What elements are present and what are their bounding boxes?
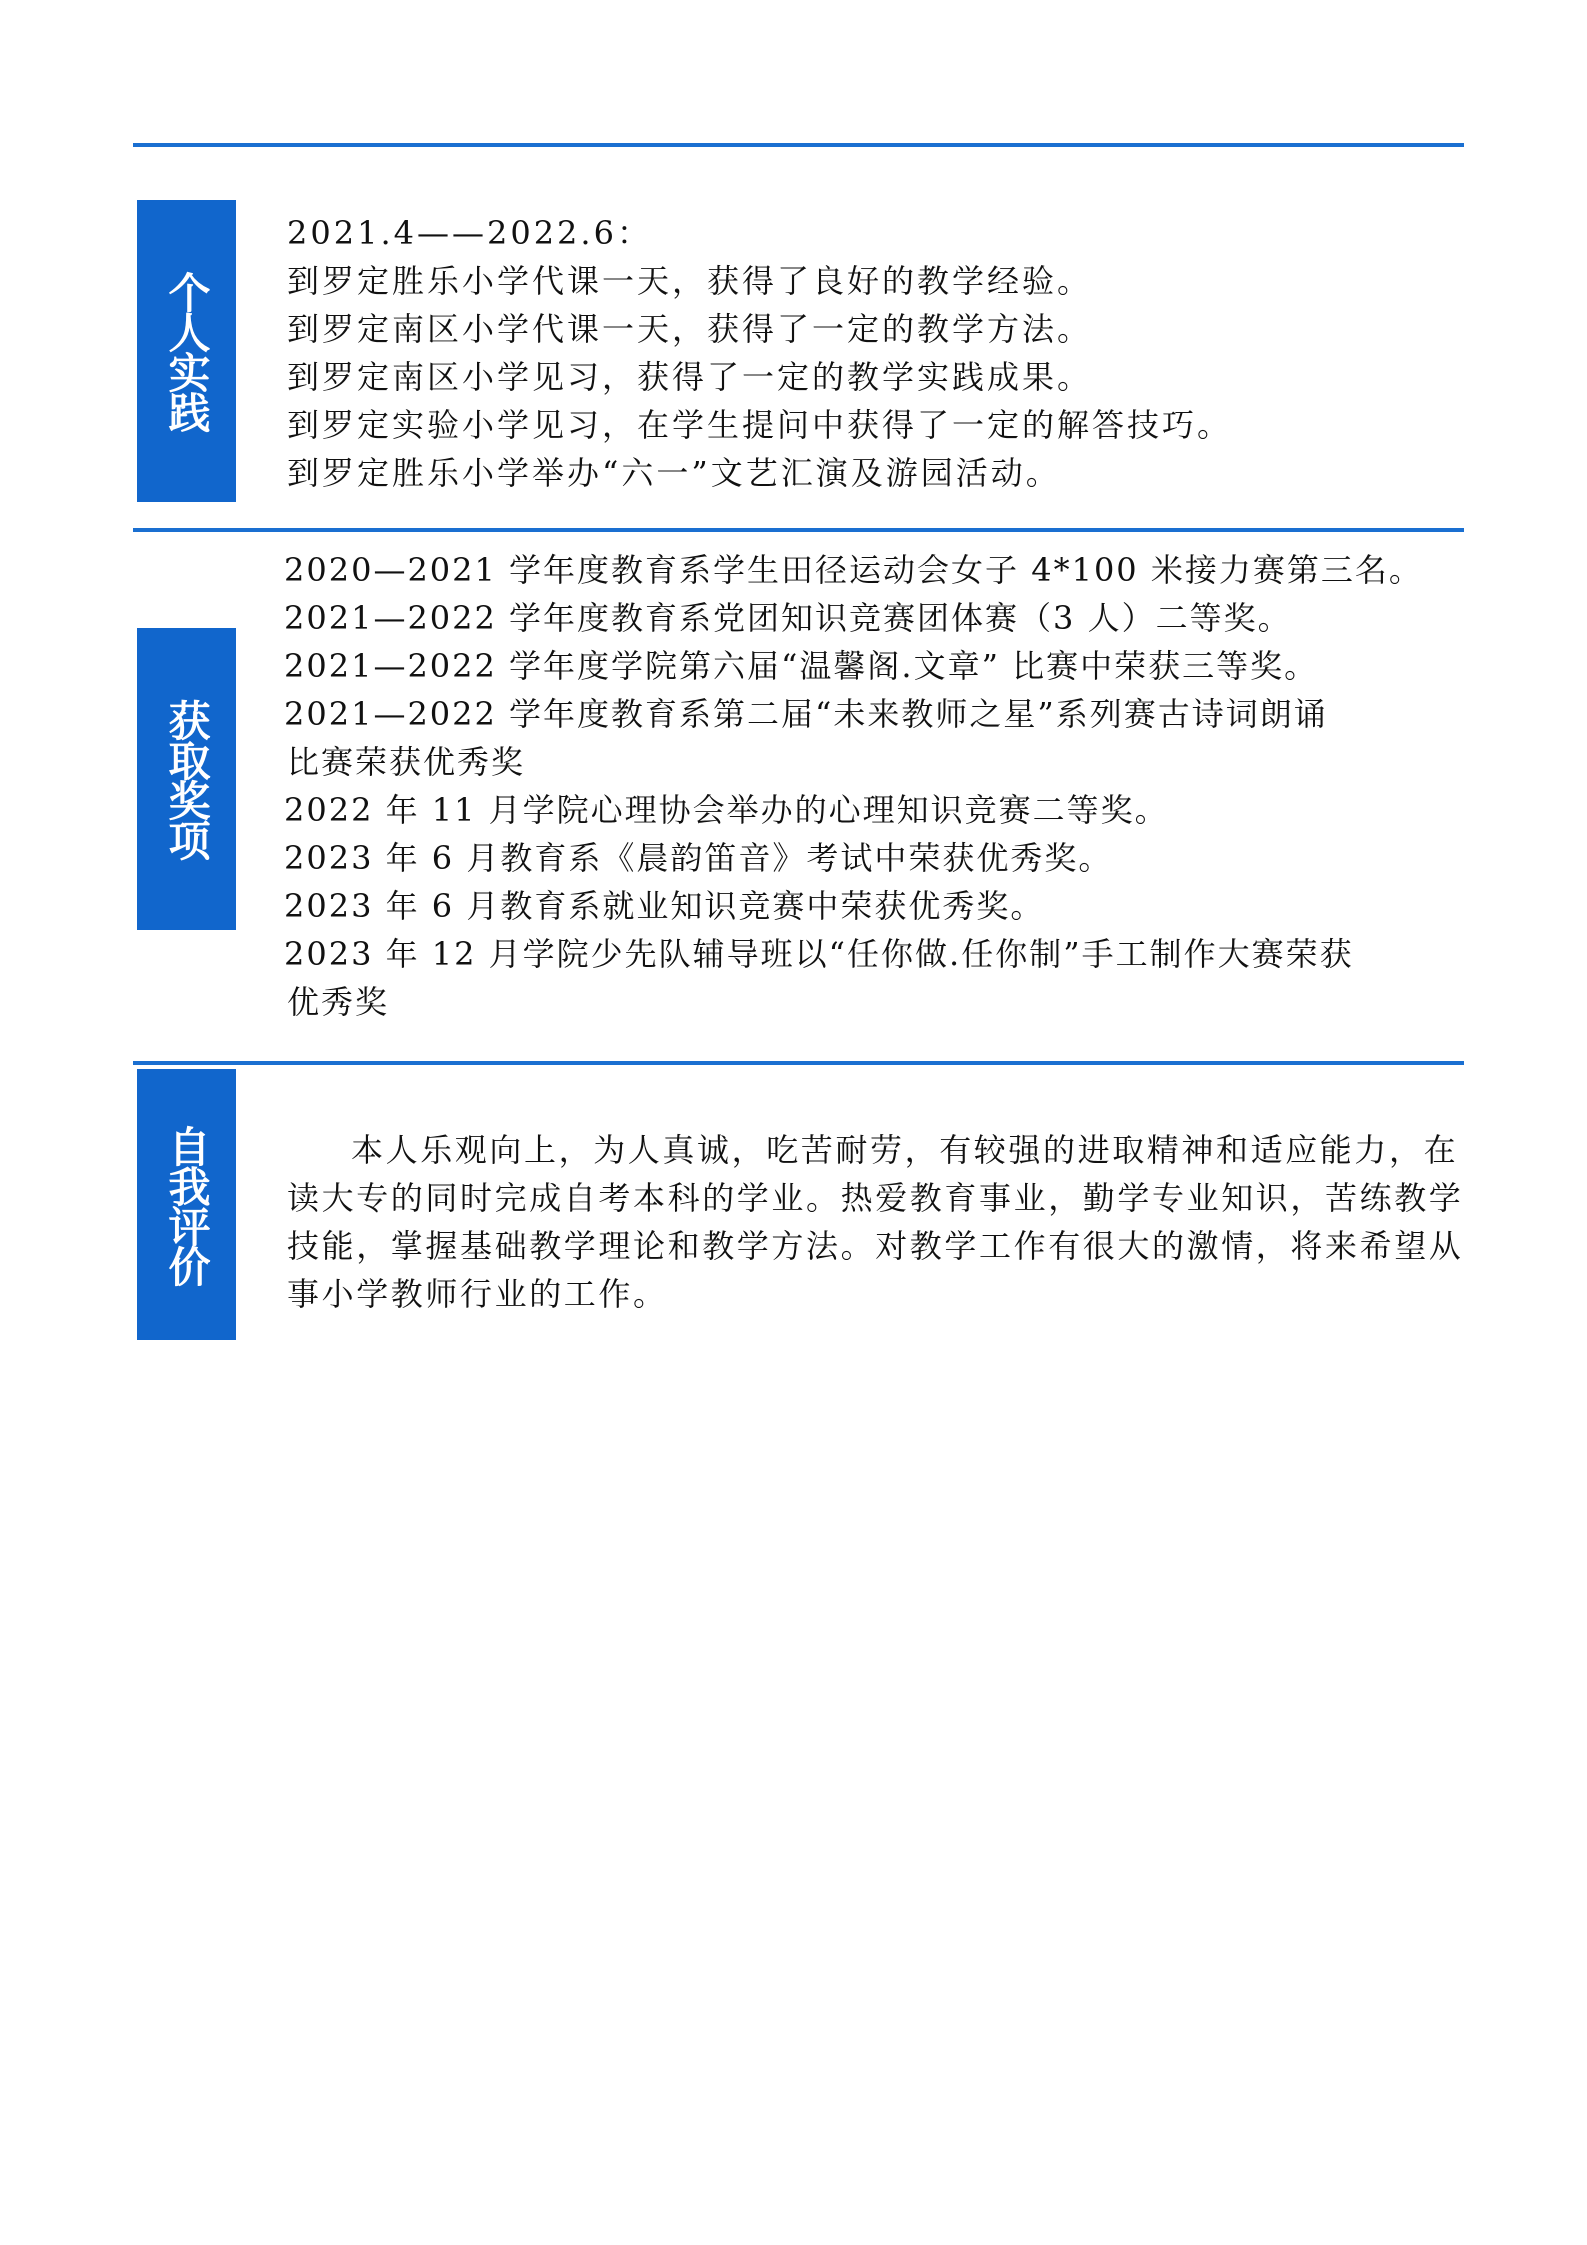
award-line: 2020—2021 学年度教育系学生田径运动会女子 4*100 米接力赛第三名。 <box>284 551 1423 589</box>
award-line: 2021—2022 学年度教育系党团知识竞赛团体赛（3 人）二等奖。 <box>284 599 1292 637</box>
award-line: 2021—2022 学年度学院第六届“温馨阁.文章” 比赛中荣获三等奖。 <box>284 647 1319 685</box>
section-tab-awards <box>137 628 236 930</box>
top-divider <box>133 143 1464 147</box>
practice-line: 到罗定实验小学见习，在学生提问中获得了一定的解答技巧。 <box>287 406 1233 444</box>
section-title-self-evaluation: 自我评价 <box>162 1124 212 1285</box>
awards-list <box>284 546 1469 1026</box>
self-evaluation-body <box>287 1126 1467 1318</box>
section-tab-practice <box>137 200 236 502</box>
award-line: 2023 年 6 月教育系就业知识竞赛中荣获优秀奖。 <box>284 887 1045 925</box>
practice-line: 到罗定南区小学见习，获得了一定的教学实践成果。 <box>287 358 1093 396</box>
practice-line: 到罗定胜乐小学代课一天，获得了良好的教学经验。 <box>287 262 1093 300</box>
section-tab-self-evaluation <box>137 1069 236 1340</box>
practice-line: 2021.4——2022.6： <box>287 214 652 252</box>
award-line: 比赛荣获优秀奖 <box>287 743 526 781</box>
award-line: 2023 年 6 月教育系《晨韵笛音》考试中荣获优秀奖。 <box>284 839 1113 877</box>
award-line: 优秀奖 <box>287 983 390 1021</box>
section-divider <box>133 1061 1464 1065</box>
practice-line: 到罗定胜乐小学举办“六一”文艺汇演及游园活动。 <box>287 454 1061 492</box>
practice-line: 到罗定南区小学代课一天，获得了一定的教学方法。 <box>287 310 1093 348</box>
self-evaluation-text: 本人乐观向上，为人真诚，吃苦耐劳，有较强的进取精神和适应能力，在读大专的同时完成自考本科的学业。热爱教育事业，勤学专业知识，苦练教学技能，掌握基础教学理论和教学方法。对教学工作有很大的激情，将来希望从事小学教师行业的工作。 <box>287 1131 1464 1313</box>
award-line: 2023 年 12 月学院少先队辅导班以“任你做.任你制”手工制作大赛荣获 <box>284 935 1354 973</box>
section-title-awards: 获取奖项 <box>162 699 212 859</box>
award-line: 2022 年 11 月学院心理协会举办的心理知识竞赛二等奖。 <box>284 791 1169 829</box>
section-divider <box>133 528 1464 532</box>
award-line: 2021—2022 学年度教育系第二届“未来教师之星”系列赛古诗词朗诵 <box>284 695 1328 733</box>
practice-list <box>287 209 1472 497</box>
section-title-practice: 个人实践 <box>162 271 212 431</box>
